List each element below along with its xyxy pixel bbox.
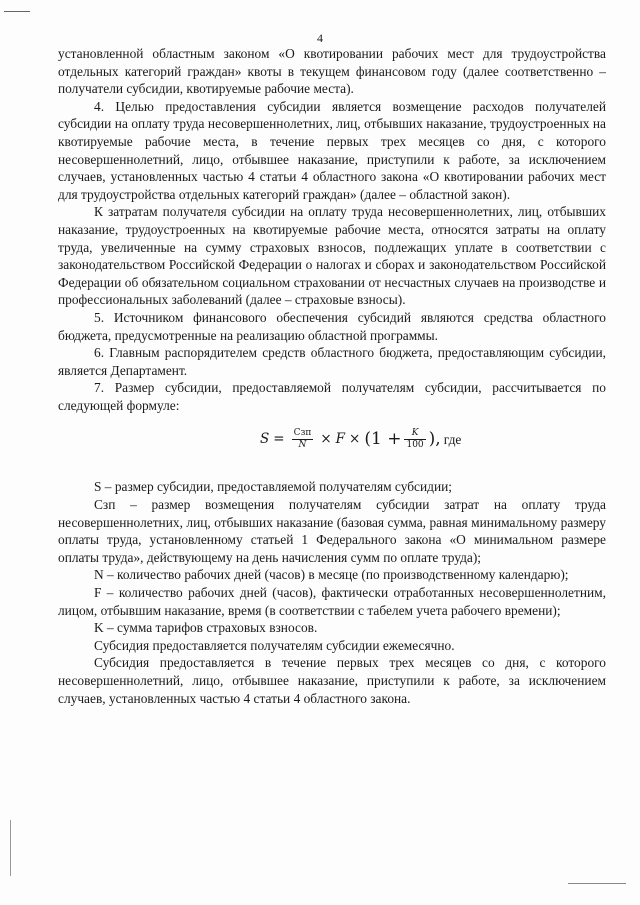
formula-fraction-denominator: 100 (406, 440, 424, 451)
formula-lhs: S (260, 431, 270, 448)
paragraph-def-k: K – сумма тарифов страховых взносов. (94, 620, 318, 636)
paragraph-item-6-administrator: 6. Главным распорядителем средств областного бюджета, предоставляющим субсидии, является Департамент. (58, 345, 606, 378)
page-number: 4 (317, 31, 323, 45)
formula-times: × (320, 431, 332, 448)
paragraph-quota-continuation: установленной областным законом «О квотировании рабочих мест для трудоустройства отдельных категорий граждан» квоты в текущем финансовом году (далее соответственно – получатели субсидии, квотируемые рабочие места). (58, 46, 606, 97)
formula-fraction-numerator: K (411, 428, 419, 439)
formula-equals: = (273, 431, 285, 448)
scan-mark-bottom (568, 883, 626, 884)
formula-fraction-szp-n (292, 428, 314, 451)
paragraph-item-7-formula-intro: 7. Размер субсидии, предоставляемой получателям субсидии, рассчитывается по следующей формуле: (58, 380, 606, 413)
paragraph-three-months: Субсидия предоставляется в течение первых трех месяцев со дня, с которого несовершеннолетний, лицо, отбывшее наказание, приступили к работе, за исключением случаев, установленных частью 4 статьи 4 областного закона. (58, 655, 606, 706)
scan-mark-left (10, 820, 11, 876)
formula-fraction-numerator: Сзп (293, 428, 312, 439)
scan-mark-top (4, 11, 30, 12)
subsidy-formula (58, 428, 606, 451)
paragraph-costs: К затратам получателя субсидии на оплату труда несовершеннолетних, лиц, отбывших наказание, трудоустроенных на квотируемые рабочие места, относятся затраты на оплату труда, увеличенные на сумму страховых взносов, подлежащих уплате в соответствии с законодательством Российской Федерации о налогах и сборах и законодательством Российской Федерации об обязательном социальном страховании от несчастных случаев на производстве и профессиональных заболеваний (далее – страховые взносы). (58, 204, 606, 308)
formula-open-paren: (1 + (364, 429, 402, 450)
formula-fraction-denominator: N (298, 440, 307, 451)
paragraph-def-s: S – размер субсидии, предоставляемой получателям субсидии; (94, 479, 452, 495)
formula-close-paren: ), (428, 429, 441, 450)
formula-var-f: F (335, 431, 346, 448)
paragraph-monthly: Субсидия предоставляется получателям субсидии ежемесячно. (94, 637, 455, 653)
formula-suffix: где (443, 432, 462, 448)
formula-fraction-k-100 (404, 428, 425, 451)
paragraph-def-szp: Сзп – размер возмещения получателям субсидии затрат на оплату труда несовершеннолетних, лиц, отбывших наказание (базовая сумма, равная минимальному размеру оплаты труда, установленному статьей 1 Федерального закона «О минимальном размере оплаты труда», действующему на день начисления сумм по оплате труда); (58, 497, 606, 565)
paragraph-item-5-source: 5. Источником финансового обеспечения субсидий являются средства областного бюджета, предусмотренные на реализацию областной программы. (58, 309, 606, 343)
paragraph-item-4-purpose: 4. Целью предоставления субсидии является возмещение расходов получателей субсидии на оплату труда несовершеннолетних, лиц, отбывших наказание, трудоустроенных на квотируемые рабочие места, в течение первых трех месяцев со дня, с которого несовершеннолетний, лицо, отбывшее наказание, приступили к работе, за исключением случаев, установленных частью 4 статьи 4 областного закона «О квотировании рабочих мест для трудоустройства отдельных категорий граждан» (далее – областной закон). (58, 98, 606, 202)
paragraph-def-f: F – количество рабочих дней (часов), фактически отработанных несовершеннолетним, лицом, отбывшим наказание, время (в соответствии с табелем учета рабочего времени); (58, 585, 606, 618)
document-body (58, 45, 606, 707)
formula-times: × (349, 431, 361, 448)
paragraph-def-n: N – количество рабочих дней (часов) в месяце (по производственному календарю); (94, 567, 569, 583)
